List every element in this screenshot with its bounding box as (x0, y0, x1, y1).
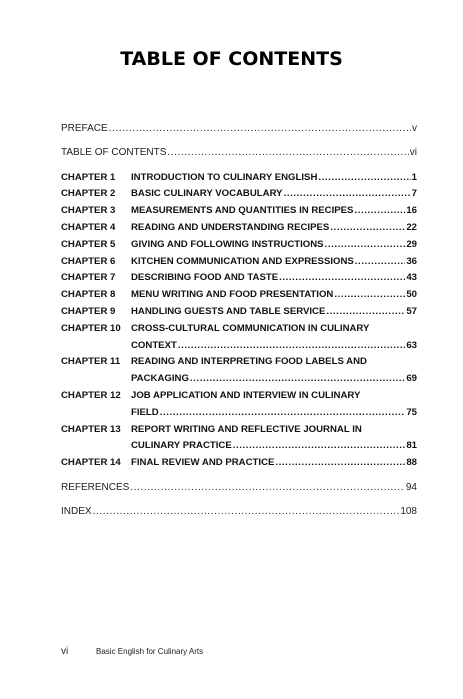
chapter-title-row[interactable] (131, 438, 417, 455)
chapter-entry[interactable] (61, 254, 417, 271)
chapter-number: CHAPTER 14 (61, 457, 121, 469)
entry-label: MENU WRITING AND FOOD PRESENTATION (131, 289, 334, 301)
entry-page: 81 (406, 440, 417, 452)
chapter-entry[interactable] (61, 287, 417, 304)
chapter-title-row[interactable] (131, 237, 417, 254)
entry-page: 29 (406, 238, 417, 250)
dot-leader (130, 480, 405, 497)
chapter-entry[interactable] (61, 270, 417, 287)
chapter-number: CHAPTER 12 (61, 389, 121, 401)
chapter-title-block (131, 388, 417, 422)
dot-leader (190, 371, 405, 388)
chapter-title-row[interactable] (131, 287, 417, 304)
toc-list (61, 121, 417, 521)
entry-label: CULINARY PRACTICE (131, 440, 232, 452)
dot-leader (355, 254, 406, 271)
toc-entry-back[interactable] (61, 480, 417, 497)
chapter-entry[interactable] (61, 220, 417, 237)
chapter-number: CHAPTER 4 (61, 221, 116, 233)
entry-label: REFERENCES (61, 481, 130, 493)
chapter-title-row[interactable] (131, 186, 417, 203)
entry-page: 1 (411, 171, 417, 183)
chapter-title-line: READING AND INTERPRETING FOOD LABELS AND (131, 356, 367, 368)
back-matter (61, 480, 417, 521)
chapter-title-row[interactable] (131, 304, 417, 321)
chapter-title-line: REPORT WRITING AND REFLECTIVE JOURNAL IN (131, 423, 362, 435)
entry-page: 57 (406, 305, 417, 317)
entry-label: INTRODUCTION TO CULINARY ENGLISH (131, 171, 318, 183)
chapter-title-row[interactable] (131, 170, 417, 187)
chapter-entry[interactable] (61, 237, 417, 254)
entry-label: PREFACE (61, 123, 108, 134)
chapter-number: CHAPTER 11 (61, 356, 121, 368)
dot-leader (284, 186, 411, 203)
chapter-number: CHAPTER 5 (61, 238, 116, 250)
chapter-title-block (131, 254, 417, 271)
entry-label: TABLE OF CONTENTS (61, 146, 167, 158)
chapter-title-block (131, 287, 417, 304)
footer-book-title: Basic English for Culinary Arts (96, 647, 204, 656)
chapter-number: CHAPTER 2 (61, 188, 116, 200)
chapter-title-block (131, 304, 417, 321)
dot-leader (178, 338, 405, 355)
entry-page: 22 (406, 221, 417, 233)
chapter-entry[interactable] (61, 203, 417, 220)
chapter-title-row[interactable] (131, 371, 417, 388)
chapter-title-block (131, 270, 417, 287)
entry-page: 88 (406, 457, 417, 469)
chapter-title-row[interactable] (131, 455, 417, 472)
dot-leader (275, 455, 405, 472)
chapter-entry[interactable] (61, 354, 417, 388)
entry-page: 69 (406, 373, 417, 385)
chapter-number: CHAPTER 10 (61, 322, 121, 334)
chapter-entry[interactable] (61, 455, 417, 472)
chapter-list (61, 170, 417, 472)
dot-leader (326, 304, 405, 321)
entry-label: READING AND UNDERSTANDING RECIPES (131, 221, 330, 233)
dot-leader (354, 203, 405, 220)
chapter-entry[interactable] (61, 321, 417, 355)
toc-entry-back[interactable] (61, 504, 417, 521)
entry-label: KITCHEN COMMUNICATION AND EXPRESSIONS (131, 255, 354, 267)
entry-page: 75 (406, 406, 417, 418)
entry-label: HANDLING GUESTS AND TABLE SERVICE (131, 305, 326, 317)
chapter-title-block (131, 422, 417, 456)
toc-entry-front[interactable] (61, 145, 417, 162)
entry-label: GIVING AND FOLLOWING INSTRUCTIONS (131, 238, 324, 250)
entry-label: FIELD (131, 406, 159, 418)
dot-leader (325, 237, 406, 254)
toc-entry-front[interactable] (61, 121, 417, 138)
chapter-title-block (131, 203, 417, 220)
entry-page: 50 (406, 289, 417, 301)
dot-leader (334, 287, 405, 304)
entry-page: 43 (406, 272, 417, 284)
chapter-number: CHAPTER 13 (61, 423, 121, 435)
chapter-title-row[interactable] (131, 254, 417, 271)
chapter-title-block (131, 321, 417, 355)
chapter-title-row[interactable] (131, 203, 417, 220)
front-matter (61, 121, 417, 162)
chapter-title-row[interactable] (131, 405, 417, 422)
entry-page: 108 (400, 505, 417, 517)
dot-leader (93, 504, 400, 521)
chapter-entry[interactable] (61, 170, 417, 187)
page-footer (61, 646, 203, 657)
chapter-title-block (131, 220, 417, 237)
chapter-title-row[interactable] (131, 270, 417, 287)
chapter-number: CHAPTER 9 (61, 305, 116, 317)
chapter-entry[interactable] (61, 388, 417, 422)
dot-leader (160, 405, 406, 422)
chapter-number: CHAPTER 7 (61, 272, 116, 284)
chapter-number: CHAPTER 1 (61, 171, 116, 183)
chapter-title-block (131, 170, 417, 187)
entry-label: CONTEXT (131, 339, 177, 351)
entry-label: INDEX (61, 505, 92, 517)
dot-leader (330, 220, 405, 237)
chapter-entry[interactable] (61, 186, 417, 203)
entry-page: 7 (411, 188, 417, 200)
chapter-title-block (131, 186, 417, 203)
chapter-title-row[interactable] (131, 220, 417, 237)
dot-leader (279, 270, 405, 287)
chapter-entry[interactable] (61, 422, 417, 456)
entry-page: 16 (406, 205, 417, 217)
entry-page: v (412, 123, 417, 134)
dot-leader (318, 170, 410, 187)
entry-label: PACKAGING (131, 373, 189, 385)
chapter-entry[interactable] (61, 304, 417, 321)
footer-page-number: vi (61, 646, 69, 657)
page-title: TABLE OF CONTENTS (120, 48, 343, 70)
dot-leader (109, 121, 411, 138)
chapter-title-block (131, 237, 417, 254)
dot-leader (233, 438, 406, 455)
chapter-title-block (131, 455, 417, 472)
chapter-number: CHAPTER 8 (61, 289, 116, 301)
entry-label: MEASUREMENTS AND QUANTITIES IN RECIPES (131, 205, 354, 217)
dot-leader (167, 145, 408, 162)
entry-label: DESCRIBING FOOD AND TASTE (131, 272, 279, 284)
chapter-title-line: JOB APPLICATION AND INTERVIEW IN CULINARY (131, 389, 361, 401)
entry-page: 36 (406, 255, 417, 267)
chapter-number: CHAPTER 6 (61, 255, 116, 267)
chapter-title-line: CROSS-CULTURAL COMMUNICATION IN CULINARY (131, 322, 370, 334)
entry-page: 94 (405, 481, 417, 493)
entry-label: BASIC CULINARY VOCABULARY (131, 188, 283, 200)
chapter-number: CHAPTER 3 (61, 205, 116, 217)
entry-page: vi (409, 146, 417, 158)
chapter-title-row[interactable] (131, 338, 417, 355)
entry-label: FINAL REVIEW AND PRACTICE (131, 457, 275, 469)
entry-page: 63 (406, 339, 417, 351)
chapter-title-block (131, 354, 417, 388)
